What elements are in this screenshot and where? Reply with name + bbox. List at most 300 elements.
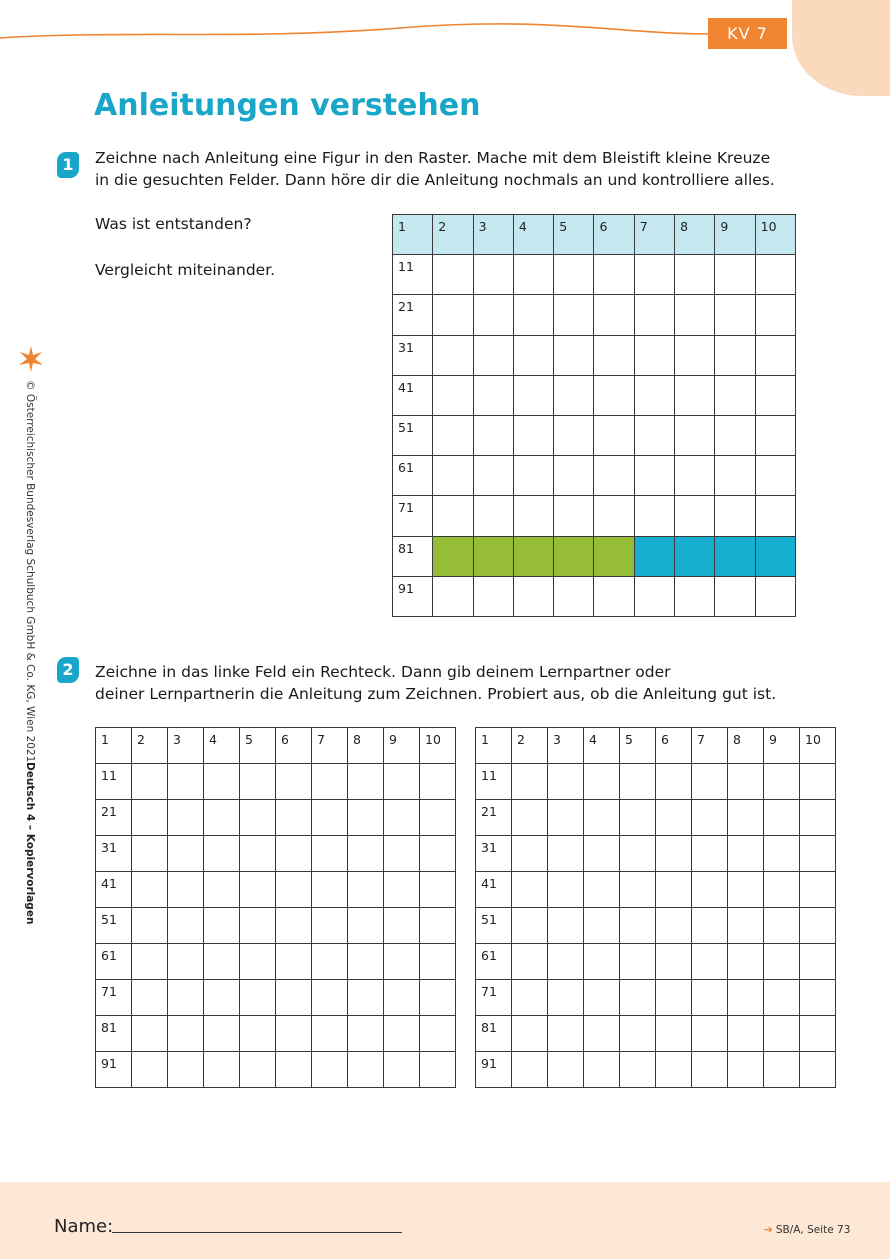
grid-cell[interactable] xyxy=(512,764,548,800)
grid-cell[interactable] xyxy=(715,295,755,335)
grid-cell[interactable] xyxy=(513,536,553,576)
grid-cell[interactable] xyxy=(168,872,204,908)
grid-row-label: 81 xyxy=(476,1016,512,1052)
grid-cell[interactable] xyxy=(548,1016,584,1052)
grid-cell[interactable] xyxy=(513,576,553,616)
grid-cell[interactable] xyxy=(348,800,384,836)
grid-cell[interactable] xyxy=(800,1016,836,1052)
grid-cell[interactable] xyxy=(584,944,620,980)
grid-cell[interactable] xyxy=(715,536,755,576)
grid-cell[interactable] xyxy=(656,908,692,944)
grid-cell[interactable] xyxy=(800,800,836,836)
grid-cell[interactable] xyxy=(584,908,620,944)
grid-header-cell: 2 xyxy=(512,728,548,764)
name-input-line[interactable] xyxy=(112,1232,402,1233)
grid-cell[interactable] xyxy=(656,836,692,872)
grid-cell[interactable] xyxy=(204,800,240,836)
grid-cell[interactable] xyxy=(312,1016,348,1052)
grid-cell[interactable] xyxy=(755,375,795,415)
grid-cell[interactable] xyxy=(384,944,420,980)
grid-cell[interactable] xyxy=(132,872,168,908)
grid-cell[interactable] xyxy=(168,980,204,1016)
task-2-grid-right xyxy=(475,727,836,1088)
grid-cell[interactable] xyxy=(675,496,715,536)
grid-cell[interactable] xyxy=(204,836,240,872)
grid-cell[interactable] xyxy=(204,908,240,944)
grid-cell[interactable] xyxy=(554,415,594,455)
grid-cell[interactable] xyxy=(512,908,548,944)
grid-cell[interactable] xyxy=(692,908,728,944)
grid-cell[interactable] xyxy=(384,980,420,1016)
grid-cell[interactable] xyxy=(433,255,473,295)
grid-cell[interactable] xyxy=(348,1052,384,1088)
grid-cell[interactable] xyxy=(764,944,800,980)
grid-cell[interactable] xyxy=(312,980,348,1016)
footer-bar xyxy=(0,1182,890,1259)
grid-row-label: 31 xyxy=(476,836,512,872)
grid-cell[interactable] xyxy=(715,496,755,536)
grid-cell[interactable] xyxy=(473,335,513,375)
grid-cell[interactable] xyxy=(800,836,836,872)
grid-cell[interactable] xyxy=(548,836,584,872)
grid-cell[interactable] xyxy=(312,908,348,944)
grid-cell[interactable] xyxy=(548,800,584,836)
grid-cell[interactable] xyxy=(554,576,594,616)
grid-cell[interactable] xyxy=(554,536,594,576)
grid-cell[interactable] xyxy=(132,1052,168,1088)
grid-cell[interactable] xyxy=(420,944,456,980)
grid-cell[interactable] xyxy=(420,800,456,836)
grid-cell[interactable] xyxy=(675,335,715,375)
grid-cell[interactable] xyxy=(433,335,473,375)
grid-row-label: 31 xyxy=(393,335,433,375)
arrow-right-icon: ➔ xyxy=(764,1224,773,1236)
grid-cell[interactable] xyxy=(715,255,755,295)
grid-cell[interactable] xyxy=(584,764,620,800)
grid-cell[interactable] xyxy=(764,872,800,908)
grid-cell[interactable] xyxy=(548,944,584,980)
grid-cell[interactable] xyxy=(728,872,764,908)
grid-cell[interactable] xyxy=(240,800,276,836)
grid-header-cell: 10 xyxy=(800,728,836,764)
grid-cell[interactable] xyxy=(276,800,312,836)
grid-cell[interactable] xyxy=(594,576,634,616)
grid-cell[interactable] xyxy=(620,764,656,800)
grid-cell[interactable] xyxy=(675,536,715,576)
grid-cell[interactable] xyxy=(433,496,473,536)
grid-cell[interactable] xyxy=(800,980,836,1016)
grid-header-cell: 4 xyxy=(584,728,620,764)
grid-cell[interactable] xyxy=(800,944,836,980)
task-2-instruction: Zeichne in das linke Feld ein Rechteck. Dann gib deinem Lernpartner oder deiner Lernpartnerin die Anleitung zum Zeichnen. Probiert aus, ob die Anleitung gut ist. xyxy=(95,663,777,703)
grid-cell[interactable] xyxy=(132,764,168,800)
grid-cell[interactable] xyxy=(675,456,715,496)
grid-cell[interactable] xyxy=(433,375,473,415)
grid-cell[interactable] xyxy=(312,800,348,836)
grid-cell[interactable] xyxy=(132,800,168,836)
grid-row-label: 11 xyxy=(393,255,433,295)
grid-cell[interactable] xyxy=(656,1052,692,1088)
grid-row-label: 91 xyxy=(476,1052,512,1088)
grid-cell[interactable] xyxy=(240,980,276,1016)
grid-cell[interactable] xyxy=(755,496,795,536)
grid-cell[interactable] xyxy=(473,456,513,496)
grid-cell[interactable] xyxy=(384,800,420,836)
grid-cell[interactable] xyxy=(584,836,620,872)
grid-cell[interactable] xyxy=(312,872,348,908)
grid-cell[interactable] xyxy=(433,295,473,335)
grid-cell[interactable] xyxy=(728,1016,764,1052)
grid-cell[interactable] xyxy=(420,764,456,800)
grid-cell[interactable] xyxy=(554,335,594,375)
grid-cell[interactable] xyxy=(692,1052,728,1088)
grid-cell[interactable] xyxy=(513,415,553,455)
grid-cell[interactable] xyxy=(512,836,548,872)
grid-cell[interactable] xyxy=(584,800,620,836)
grid-row-label: 41 xyxy=(393,375,433,415)
task-1-number: 1 xyxy=(57,152,79,178)
grid-cell[interactable] xyxy=(755,335,795,375)
grid-cell[interactable] xyxy=(132,944,168,980)
grid-cell[interactable] xyxy=(634,335,674,375)
grid-row-label: 31 xyxy=(96,836,132,872)
grid-cell[interactable] xyxy=(384,1016,420,1052)
grid-cell[interactable] xyxy=(473,576,513,616)
grid-cell[interactable] xyxy=(755,255,795,295)
grid-cell[interactable] xyxy=(276,872,312,908)
grid-header-cell: 6 xyxy=(656,728,692,764)
grid-header-cell: 10 xyxy=(420,728,456,764)
grid-cell[interactable] xyxy=(433,576,473,616)
grid-cell[interactable] xyxy=(764,836,800,872)
grid-cell[interactable] xyxy=(548,908,584,944)
grid-row-label: 81 xyxy=(96,1016,132,1052)
grid-cell[interactable] xyxy=(620,908,656,944)
grid-cell[interactable] xyxy=(348,944,384,980)
grid-header-cell: 6 xyxy=(594,215,634,255)
grid-cell[interactable] xyxy=(594,456,634,496)
grid-cell[interactable] xyxy=(240,1052,276,1088)
grid-cell[interactable] xyxy=(204,944,240,980)
grid-cell[interactable] xyxy=(800,872,836,908)
grid-cell[interactable] xyxy=(715,576,755,616)
task-1-prompt: Vergleicht miteinander. xyxy=(95,261,276,279)
grid-cell[interactable] xyxy=(634,375,674,415)
grid-cell[interactable] xyxy=(168,1052,204,1088)
grid-cell[interactable] xyxy=(656,1016,692,1052)
grid-header-cell: 10 xyxy=(755,215,795,255)
grid-cell[interactable] xyxy=(634,576,674,616)
grid-cell[interactable] xyxy=(620,836,656,872)
grid-cell[interactable] xyxy=(348,836,384,872)
grid-cell[interactable] xyxy=(554,255,594,295)
grid-row-label: 61 xyxy=(96,944,132,980)
grid-cell[interactable] xyxy=(675,415,715,455)
grid-cell[interactable] xyxy=(656,764,692,800)
grid-cell[interactable] xyxy=(634,496,674,536)
grid-cell[interactable] xyxy=(513,496,553,536)
grid-cell[interactable] xyxy=(594,255,634,295)
grid-cell[interactable] xyxy=(132,1016,168,1052)
grid-cell[interactable] xyxy=(132,980,168,1016)
grid-cell[interactable] xyxy=(384,1052,420,1088)
grid-cell[interactable] xyxy=(473,536,513,576)
task-2-number: 2 xyxy=(57,657,79,683)
grid-cell[interactable] xyxy=(420,908,456,944)
grid-cell[interactable] xyxy=(168,908,204,944)
grid-cell[interactable] xyxy=(620,872,656,908)
grid-cell[interactable] xyxy=(634,415,674,455)
grid-cell[interactable] xyxy=(168,764,204,800)
grid-cell[interactable] xyxy=(473,255,513,295)
grid-cell[interactable] xyxy=(554,496,594,536)
grid-cell[interactable] xyxy=(675,295,715,335)
grid-cell[interactable] xyxy=(204,764,240,800)
grid-cell[interactable] xyxy=(420,980,456,1016)
grid-cell[interactable] xyxy=(620,800,656,836)
grid-header-cell: 5 xyxy=(620,728,656,764)
grid-cell[interactable] xyxy=(692,764,728,800)
grid-cell[interactable] xyxy=(584,872,620,908)
grid-cell[interactable] xyxy=(620,1016,656,1052)
grid-cell[interactable] xyxy=(656,980,692,1016)
grid-cell[interactable] xyxy=(168,836,204,872)
grid-cell[interactable] xyxy=(312,764,348,800)
grid-header-cell: 8 xyxy=(728,728,764,764)
grid-row-label: 61 xyxy=(393,456,433,496)
grid-cell[interactable] xyxy=(512,872,548,908)
grid-header-cell: 1 xyxy=(476,728,512,764)
grid-cell[interactable] xyxy=(594,335,634,375)
grid-cell[interactable] xyxy=(656,800,692,836)
grid-cell[interactable] xyxy=(755,295,795,335)
grid-row-label: 91 xyxy=(96,1052,132,1088)
grid-header-cell: 6 xyxy=(276,728,312,764)
grid-cell[interactable] xyxy=(312,1052,348,1088)
grid-cell[interactable] xyxy=(512,980,548,1016)
grid-cell[interactable] xyxy=(276,1016,312,1052)
grid-cell[interactable] xyxy=(675,255,715,295)
grid-cell[interactable] xyxy=(348,908,384,944)
grid-cell[interactable] xyxy=(594,496,634,536)
grid-cell[interactable] xyxy=(276,1052,312,1088)
grid-cell[interactable] xyxy=(692,872,728,908)
grid-cell[interactable] xyxy=(764,800,800,836)
grid-cell[interactable] xyxy=(348,764,384,800)
grid-cell[interactable] xyxy=(728,1052,764,1088)
name-label: Name: xyxy=(54,1216,114,1237)
grid-cell[interactable] xyxy=(728,944,764,980)
grid-cell[interactable] xyxy=(240,944,276,980)
grid-cell[interactable] xyxy=(384,908,420,944)
grid-cell[interactable] xyxy=(348,1016,384,1052)
grid-cell[interactable] xyxy=(764,908,800,944)
grid-cell[interactable] xyxy=(384,872,420,908)
grid-cell[interactable] xyxy=(675,375,715,415)
grid-cell[interactable] xyxy=(728,980,764,1016)
grid-cell[interactable] xyxy=(692,1016,728,1052)
grid-cell[interactable] xyxy=(715,415,755,455)
grid-cell[interactable] xyxy=(634,536,674,576)
grid-cell[interactable] xyxy=(620,980,656,1016)
grid-cell[interactable] xyxy=(204,1052,240,1088)
grid-cell[interactable] xyxy=(728,908,764,944)
grid-cell[interactable] xyxy=(728,764,764,800)
grid-cell[interactable] xyxy=(764,980,800,1016)
grid-cell[interactable] xyxy=(433,415,473,455)
grid-cell[interactable] xyxy=(715,456,755,496)
grid-cell[interactable] xyxy=(594,295,634,335)
grid-header-cell: 9 xyxy=(715,215,755,255)
grid-cell[interactable] xyxy=(548,764,584,800)
grid-row-label: 41 xyxy=(476,872,512,908)
grid-cell[interactable] xyxy=(620,1052,656,1088)
grid-header-cell: 7 xyxy=(634,215,674,255)
grid-cell[interactable] xyxy=(384,764,420,800)
grid-cell[interactable] xyxy=(240,908,276,944)
grid-cell[interactable] xyxy=(594,415,634,455)
grid-cell[interactable] xyxy=(312,944,348,980)
grid-cell[interactable] xyxy=(692,980,728,1016)
grid-cell[interactable] xyxy=(512,1016,548,1052)
grid-cell[interactable] xyxy=(276,980,312,1016)
grid-cell[interactable] xyxy=(548,872,584,908)
grid-cell[interactable] xyxy=(473,375,513,415)
grid-cell[interactable] xyxy=(728,800,764,836)
grid-cell[interactable] xyxy=(584,1016,620,1052)
grid-cell[interactable] xyxy=(513,255,553,295)
grid-cell[interactable] xyxy=(554,375,594,415)
grid-cell[interactable] xyxy=(800,1052,836,1088)
grid-cell[interactable] xyxy=(420,836,456,872)
grid-cell[interactable] xyxy=(420,1052,456,1088)
grid-cell[interactable] xyxy=(548,1052,584,1088)
grid-cell[interactable] xyxy=(764,764,800,800)
grid-cell[interactable] xyxy=(554,456,594,496)
grid-header-cell: 3 xyxy=(473,215,513,255)
grid-cell[interactable] xyxy=(513,456,553,496)
grid-cell[interactable] xyxy=(594,536,634,576)
grid-row-label: 21 xyxy=(476,800,512,836)
grid-row-label: 21 xyxy=(393,295,433,335)
grid-cell[interactable] xyxy=(755,576,795,616)
grid-cell[interactable] xyxy=(755,536,795,576)
grid-cell[interactable] xyxy=(433,456,473,496)
grid-cell[interactable] xyxy=(204,1016,240,1052)
grid-header-cell: 3 xyxy=(168,728,204,764)
grid-cell[interactable] xyxy=(512,1052,548,1088)
grid-cell[interactable] xyxy=(348,872,384,908)
grid-cell[interactable] xyxy=(204,980,240,1016)
grid-row-label: 51 xyxy=(96,908,132,944)
grid-cell[interactable] xyxy=(594,375,634,415)
grid-cell[interactable] xyxy=(548,980,584,1016)
grid-header-cell: 5 xyxy=(240,728,276,764)
grid-cell[interactable] xyxy=(764,1016,800,1052)
grid-cell[interactable] xyxy=(620,944,656,980)
grid-cell[interactable] xyxy=(312,836,348,872)
page-title: Anleitungen verstehen xyxy=(94,88,481,123)
grid-cell[interactable] xyxy=(132,836,168,872)
grid-cell[interactable] xyxy=(276,836,312,872)
worksheet-badge: KV 7 xyxy=(708,18,787,49)
grid-cell[interactable] xyxy=(204,872,240,908)
grid-cell[interactable] xyxy=(584,1052,620,1088)
grid-cell[interactable] xyxy=(473,295,513,335)
grid-cell[interactable] xyxy=(384,836,420,872)
grid-cell[interactable] xyxy=(168,1016,204,1052)
grid-cell[interactable] xyxy=(656,944,692,980)
grid-cell[interactable] xyxy=(755,415,795,455)
grid-cell[interactable] xyxy=(132,908,168,944)
grid-cell[interactable] xyxy=(240,872,276,908)
grid-header-cell: 3 xyxy=(548,728,584,764)
grid-cell[interactable] xyxy=(513,335,553,375)
publisher-logo-icon xyxy=(18,346,44,372)
grid-row-label: 51 xyxy=(476,908,512,944)
task-1-grid xyxy=(392,214,796,617)
grid-cell[interactable] xyxy=(420,1016,456,1052)
grid-cell[interactable] xyxy=(348,980,384,1016)
grid-cell[interactable] xyxy=(634,295,674,335)
grid-cell[interactable] xyxy=(656,872,692,908)
grid-row-label: 71 xyxy=(476,980,512,1016)
grid-cell[interactable] xyxy=(168,944,204,980)
grid-cell[interactable] xyxy=(692,800,728,836)
grid-cell[interactable] xyxy=(276,764,312,800)
grid-cell[interactable] xyxy=(276,944,312,980)
grid-cell[interactable] xyxy=(420,872,456,908)
grid-header-cell: 2 xyxy=(433,215,473,255)
grid-cell[interactable] xyxy=(692,944,728,980)
grid-header-cell: 7 xyxy=(312,728,348,764)
grid-cell[interactable] xyxy=(513,295,553,335)
grid-cell[interactable] xyxy=(692,836,728,872)
grid-header-cell: 9 xyxy=(764,728,800,764)
book-reference: ➔ SB/A, Seite 73 xyxy=(764,1224,851,1236)
grid-cell[interactable] xyxy=(513,375,553,415)
grid-cell[interactable] xyxy=(634,456,674,496)
grid-cell[interactable] xyxy=(433,536,473,576)
grid-cell[interactable] xyxy=(764,1052,800,1088)
grid-cell[interactable] xyxy=(728,836,764,872)
grid-cell[interactable] xyxy=(168,800,204,836)
grid-cell[interactable] xyxy=(584,980,620,1016)
grid-cell[interactable] xyxy=(634,255,674,295)
grid-cell[interactable] xyxy=(240,836,276,872)
grid-cell[interactable] xyxy=(276,908,312,944)
grid-cell[interactable] xyxy=(240,764,276,800)
grid-cell[interactable] xyxy=(800,764,836,800)
grid-cell[interactable] xyxy=(554,295,594,335)
grid-cell[interactable] xyxy=(755,456,795,496)
grid-cell[interactable] xyxy=(715,375,755,415)
grid-cell[interactable] xyxy=(473,415,513,455)
grid-cell[interactable] xyxy=(473,496,513,536)
grid-row-label: 11 xyxy=(96,764,132,800)
grid-header-cell: 1 xyxy=(96,728,132,764)
grid-row-label: 61 xyxy=(476,944,512,980)
grid-cell[interactable] xyxy=(800,908,836,944)
grid-cell[interactable] xyxy=(240,1016,276,1052)
task-1-instruction: Zeichne nach Anleitung eine Figur in den Raster. Mache mit dem Bleistift kleine Kreuze in die gesuchten Felder. Dann höre dir die Anleitung nochmals an und kontrolliere alles. xyxy=(95,149,775,189)
grid-cell[interactable] xyxy=(675,576,715,616)
corner-blob xyxy=(792,0,890,96)
grid-row-label: 21 xyxy=(96,800,132,836)
grid-cell[interactable] xyxy=(512,944,548,980)
grid-cell[interactable] xyxy=(512,800,548,836)
grid-cell[interactable] xyxy=(715,335,755,375)
